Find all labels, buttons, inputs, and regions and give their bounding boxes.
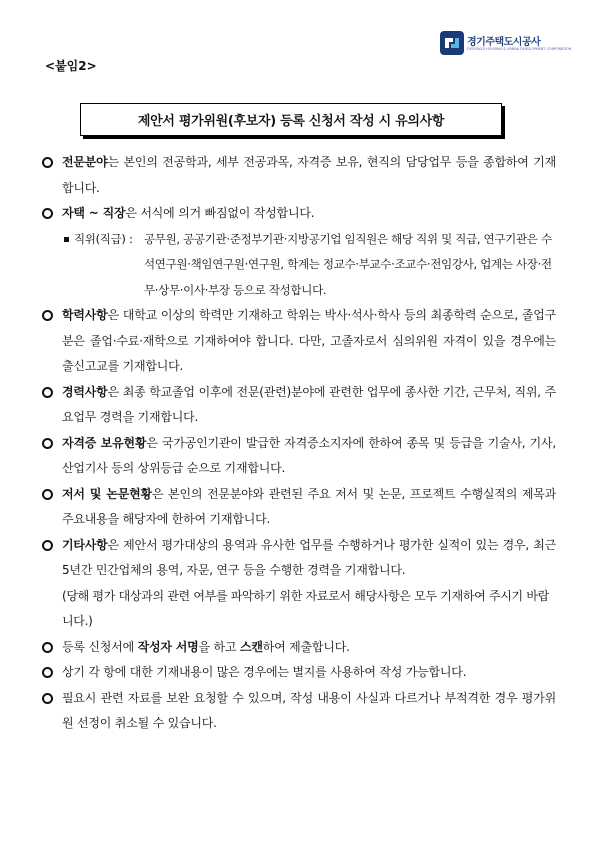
annex-label: <붙임2>	[45, 59, 97, 73]
item-text: 은 서식에 의거 빠짐없이 작성합니다.	[125, 206, 315, 220]
circle-bullet-icon	[42, 208, 53, 219]
position-note-text: 공무원, 공공기관·준정부기관·지방공기업 임직원은 해당 직위 및 직급, 연구기관은 수석연구원·책임연구원·연구원, 학계는 정교수·부교수·조교수·전임강사, 업계는 사장·전무·상무·이사·부장 등으로 작성합니다.	[144, 231, 552, 297]
item-keyword: 경력사항	[62, 384, 108, 399]
item-text: 하여 제출합니다.	[262, 639, 350, 654]
title-box	[80, 103, 502, 136]
circle-bullet-icon	[42, 693, 53, 704]
circle-bullet-icon	[42, 387, 53, 398]
company-logo-icon	[439, 30, 465, 56]
circle-bullet-icon	[42, 540, 53, 551]
item-text: 은 본인의 전문분야와 관련된 주요 저서 및 논문, 프로젝트 수행실적의 제목과 주요내용을 해당자에 한하여 기재합니다.	[62, 486, 556, 526]
list-item-certificates	[36, 431, 556, 482]
item-keyword: 전문분야	[62, 155, 108, 169]
position-note-label: 직위(직급) :	[74, 231, 133, 246]
item-text: 필요시 관련 자료를 보완 요청할 수 있으며, 작성 내용이 사실과 다르거나 부적격한 경우 평가위원 선정이 취소될 수 있습니다.	[62, 690, 556, 730]
item-keyword-scan: 스캔	[239, 639, 263, 654]
item-text-pre: 등록 신청서에	[62, 639, 138, 654]
item-text: 은 제안서 평가대상의 용역과 유사한 업무를 수행하거나 평가한 실적이 있는 경우, 최근 5년간 민간업체의 용역, 자문, 연구 등을 수행한 경력을 기재합니다.	[62, 537, 556, 577]
circle-bullet-icon	[42, 667, 53, 678]
company-logo	[439, 30, 579, 58]
list-item-other	[36, 533, 556, 584]
list-item-signature	[36, 635, 556, 661]
item-keyword: 학력사항	[62, 308, 108, 322]
circle-bullet-icon	[42, 642, 53, 653]
item-text: 상기 각 항에 대한 기재내용이 많은 경우에는 별지를 사용하여 작성 가능합니다.	[62, 665, 467, 679]
circle-bullet-icon	[42, 310, 53, 321]
square-bullet-icon	[64, 237, 69, 242]
item-text-mid: 을 하고	[198, 639, 240, 654]
notice-list	[36, 150, 556, 737]
position-note	[36, 227, 556, 304]
list-item-publications	[36, 482, 556, 533]
item-keyword: 저서 및 논문현황	[62, 486, 152, 501]
company-name: 경기주택도시공사	[467, 37, 541, 48]
list-item-field	[36, 150, 556, 201]
list-item-attachment	[36, 660, 556, 686]
list-item-education	[36, 303, 556, 380]
item-text: 은 대학교 이상의 학력만 기재하고 학위는 박사·석사·학사 등의 최종학력 순으로, 졸업구분은 졸업·수료·재학으로 기재하여야 합니다. 다만, 고졸자로서 심의위원 자격이 있을 경우에는 출신고교를 기재합니다.	[62, 308, 556, 373]
item-keyword: 작성자 서명	[137, 639, 199, 654]
item-keyword: 자격증 보유현황	[62, 435, 147, 450]
list-item-verification	[36, 686, 556, 737]
item-text: 은 최종 학교졸업 이후에 전문(관련)분야에 관련한 업무에 종사한 기간, 근무처, 직위, 주요업무 경력을 기재합니다.	[62, 384, 556, 424]
circle-bullet-icon	[42, 157, 53, 168]
list-item-career	[36, 380, 556, 431]
circle-bullet-icon	[42, 489, 53, 500]
circle-bullet-icon	[42, 438, 53, 449]
item-text: 는 본인의 전공학과, 세부 전공과목, 자격증 보유, 현직의 담당업무 등을 종합하여 기재합니다.	[62, 155, 556, 195]
item-keyword: 자택 ~ 직장	[62, 206, 126, 220]
other-note: (당해 평가 대상과의 관련 여부를 파악하기 위한 자료로서 해당사항은 모두 기재하여 주시기 바랍니다.)	[62, 588, 549, 628]
company-subtitle: GYEONGGI HOUSING & URBAN DEVELOPMENT CORPORATION	[467, 47, 572, 51]
item-text: 은 국가공인기관이 발급한 자격증소지자에 한하여 종목 및 등급을 기술사, 기사, 산업기사 등의 상위등급 순으로 기재합니다.	[62, 435, 556, 475]
document-title: 제안서 평가위원(후보자) 등록 신청서 작성 시 유의사항	[137, 114, 445, 129]
item-keyword: 기타사항	[62, 537, 108, 552]
list-item-address	[36, 201, 556, 227]
